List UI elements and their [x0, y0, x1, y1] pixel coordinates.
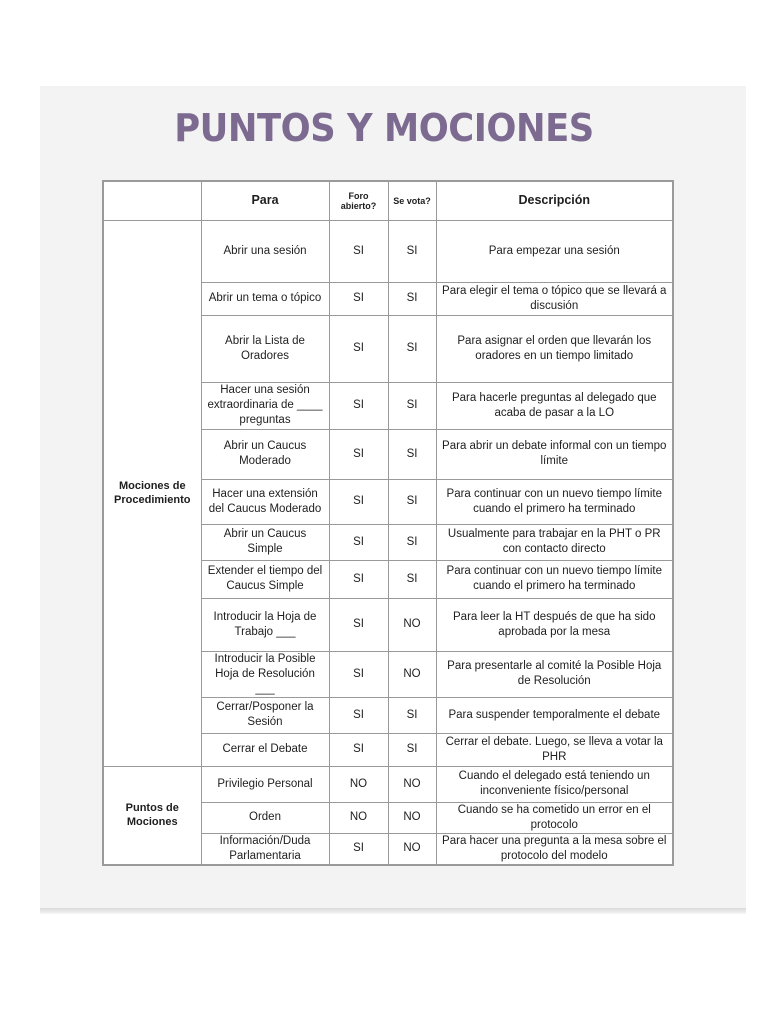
cell-descripcion: Cuando se ha cometido un error en el protocolo	[436, 802, 673, 833]
cell-se-vota: SI	[388, 479, 436, 524]
cell-foro-abierto: SI	[329, 382, 388, 429]
group-label: Mociones de Procedimiento	[103, 220, 201, 766]
cell-foro-abierto: SI	[329, 479, 388, 524]
cell-descripcion: Para suspender temporalmente el debate	[436, 697, 673, 733]
header-foro-abierto: Foro abierto?	[329, 181, 388, 220]
cell-foro-abierto: SI	[329, 598, 388, 651]
cell-descripcion: Para continuar con un nuevo tiempo límite cuando el primero ha terminado	[436, 560, 673, 598]
cell-foro-abierto: NO	[329, 766, 388, 802]
cell-descripcion: Para leer la HT después de que ha sido aprobada por la mesa	[436, 598, 673, 651]
cell-descripcion: Para presentarle al comité la Posible Hoja de Resolución	[436, 651, 673, 697]
cell-se-vota: NO	[388, 651, 436, 697]
cell-para: Hacer una extensión del Caucus Moderado	[201, 479, 329, 524]
cell-descripcion: Para abrir un debate informal con un tiempo límite	[436, 429, 673, 479]
cell-descripcion: Para hacer una pregunta a la mesa sobre el protocolo del modelo	[436, 833, 673, 865]
cell-foro-abierto: SI	[329, 220, 388, 282]
table-row	[103, 766, 673, 802]
cell-se-vota: SI	[388, 524, 436, 560]
cell-descripcion: Usualmente para trabajar en la PHT o PR con contacto directo	[436, 524, 673, 560]
cell-para: Orden	[201, 802, 329, 833]
cell-descripcion: Para elegir el tema o tópico que se llevará a discusión	[436, 282, 673, 315]
cell-para: Introducir la Posible Hoja de Resolución ___	[201, 651, 329, 697]
cell-para: Hacer una sesión extraordinaria de ____ preguntas	[201, 382, 329, 429]
cell-foro-abierto: NO	[329, 802, 388, 833]
cell-se-vota: SI	[388, 429, 436, 479]
table-row	[103, 220, 673, 282]
cell-para: Abrir un Caucus Moderado	[201, 429, 329, 479]
page-title: PUNTOS Y MOCIONES	[174, 106, 594, 150]
cell-se-vota: SI	[388, 382, 436, 429]
group-label: Puntos de Mociones	[103, 766, 201, 865]
sheet-shadow	[40, 908, 746, 914]
cell-foro-abierto: SI	[329, 560, 388, 598]
cell-para: Abrir una sesión	[201, 220, 329, 282]
cell-descripcion: Para asignar el orden que llevarán los oradores en un tiempo limitado	[436, 315, 673, 382]
cell-foro-abierto: SI	[329, 833, 388, 865]
cell-se-vota: NO	[388, 802, 436, 833]
cell-foro-abierto: SI	[329, 697, 388, 733]
cell-descripcion: Cerrar el debate. Luego, se lleva a votar la PHR	[436, 733, 673, 766]
cell-foro-abierto: SI	[329, 733, 388, 766]
cell-descripcion: Para hacerle preguntas al delegado que acaba de pasar a la LO	[436, 382, 673, 429]
header-row	[103, 181, 673, 220]
cell-se-vota: SI	[388, 560, 436, 598]
cell-se-vota: SI	[388, 733, 436, 766]
motions-table	[102, 180, 674, 866]
header-se-vota: Se vota?	[388, 181, 436, 220]
cell-se-vota: NO	[388, 766, 436, 802]
header-group	[103, 181, 201, 220]
cell-para: Introducir la Hoja de Trabajo ___	[201, 598, 329, 651]
cell-descripcion: Para empezar una sesión	[436, 220, 673, 282]
cell-foro-abierto: SI	[329, 282, 388, 315]
header-para: Para	[201, 181, 329, 220]
cell-foro-abierto: SI	[329, 315, 388, 382]
cell-para: Abrir un tema o tópico	[201, 282, 329, 315]
cell-foro-abierto: SI	[329, 651, 388, 697]
cell-para: Abrir la Lista de Oradores	[201, 315, 329, 382]
cell-se-vota: SI	[388, 315, 436, 382]
cell-se-vota: SI	[388, 220, 436, 282]
cell-descripcion: Para continuar con un nuevo tiempo límite cuando el primero ha terminado	[436, 479, 673, 524]
cell-para: Información/Duda Parlamentaria	[201, 833, 329, 865]
cell-para: Extender el tiempo del Caucus Simple	[201, 560, 329, 598]
cell-se-vota: NO	[388, 598, 436, 651]
header-descripcion: Descripción	[436, 181, 673, 220]
cell-foro-abierto: SI	[329, 524, 388, 560]
cell-se-vota: NO	[388, 833, 436, 865]
table-body	[103, 220, 673, 865]
cell-para: Abrir un Caucus Simple	[201, 524, 329, 560]
cell-para: Cerrar/Posponer la Sesión	[201, 697, 329, 733]
cell-para: Cerrar el Debate	[201, 733, 329, 766]
cell-se-vota: SI	[388, 697, 436, 733]
cell-se-vota: SI	[388, 282, 436, 315]
cell-para: Privilegio Personal	[201, 766, 329, 802]
cell-descripcion: Cuando el delegado está teniendo un inconveniente físico/personal	[436, 766, 673, 802]
cell-foro-abierto: SI	[329, 429, 388, 479]
